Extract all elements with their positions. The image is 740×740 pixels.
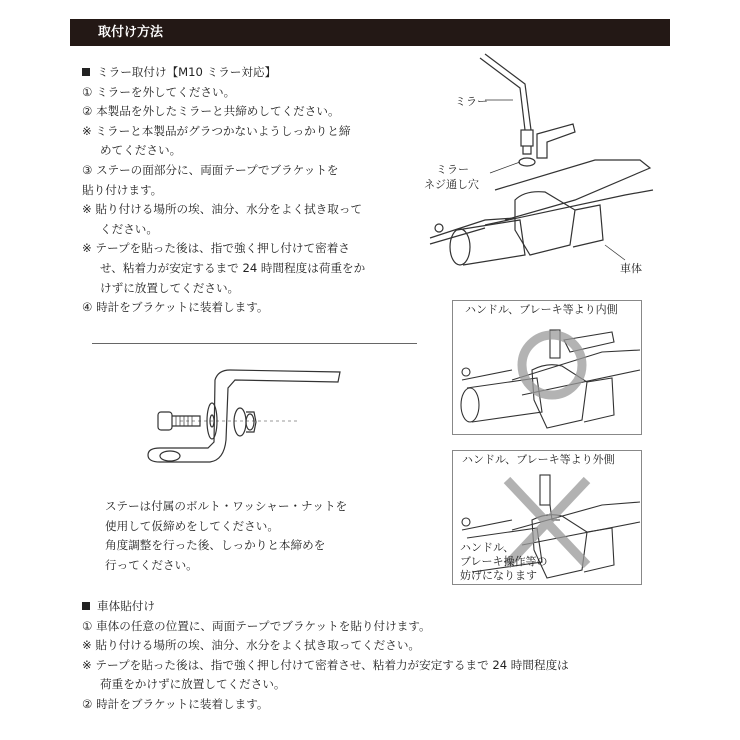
section2-heading: 車体貼付け [82, 597, 569, 617]
note-line: ※ 貼り付ける場所の埃、油分、水分をよく拭き取ってください。 [82, 638, 421, 653]
stay-note-line: 角度調整を行った後、しっかりと本締めを [105, 538, 326, 553]
stay-note-line: 使用して仮締めをしてください。 [105, 518, 279, 533]
divider-line [92, 343, 417, 344]
header-title: 取付け方法 [98, 25, 164, 40]
label-mirror: ミラー [455, 95, 488, 108]
label-body: 車体 [620, 262, 642, 275]
step-line: ① ミラーを外してください。 [82, 84, 236, 99]
section-header [70, 19, 670, 46]
note-line: せ、粘着力が安定するまで 24 時間程度は荷重をか [100, 260, 366, 275]
stay-note-line: 行ってください。 [105, 557, 198, 572]
warning-line1: ハンドル、 [460, 541, 515, 554]
step-line: 貼り付けます。 [82, 182, 163, 197]
panel-inside-label: ハンドル、ブレーキ等より内側 [465, 303, 618, 316]
note-line: ※ テープを貼った後は、指で強く押し付けて密着させ、粘着力が安定するまで 24 時間程度は [82, 657, 569, 672]
note-line: ※ ミラーと本製品がグラつかないようしっかりと締 [82, 123, 351, 138]
section1-heading: ミラー取付け【M10 ミラー対応】 [82, 63, 365, 83]
square-bullet-icon [82, 602, 90, 610]
panel-inside-illustration [452, 300, 642, 435]
stay-note [105, 497, 347, 575]
step-line: ③ ステーの面部分に、両面テープでブラケットを [82, 162, 339, 177]
note-line: ※ テープを貼った後は、指で強く押し付けて密着さ [82, 241, 350, 256]
warning-line3: 妨げになります [460, 569, 537, 582]
step-line: ④ 時計をブラケットに装着します。 [82, 300, 269, 315]
section1-text [82, 63, 365, 318]
stay-bracket-illustration [140, 360, 350, 480]
label-hole-line2: ネジ通し穴 [424, 178, 479, 191]
note-line: 荷重をかけずに放置してください。 [100, 677, 286, 692]
step-line: ① 車体の任意の位置に、両面テープでブラケットを貼り付けます。 [82, 618, 431, 633]
stay-note-line: ステーは付属のボルト・ワッシャー・ナットを [105, 499, 348, 513]
note-line: けずに放置してください。 [100, 280, 240, 295]
note-line: めてください。 [100, 143, 182, 158]
note-line: ください。 [100, 221, 158, 236]
step-line: ② 時計をブラケットに装着します。 [82, 696, 269, 711]
note-line: ※ 貼り付ける場所の埃、油分、水分をよく拭き取って [82, 202, 363, 217]
square-bullet-icon [82, 68, 90, 76]
step-line: ② 本製品を外したミラーと共締めしてください。 [82, 104, 340, 119]
label-hole-line1: ミラー [436, 163, 469, 176]
warning-line2: ブレーキ操作等の [460, 555, 548, 568]
panel-outside-label: ハンドル、ブレーキ等より外側 [462, 453, 615, 466]
section2-text [82, 597, 569, 715]
